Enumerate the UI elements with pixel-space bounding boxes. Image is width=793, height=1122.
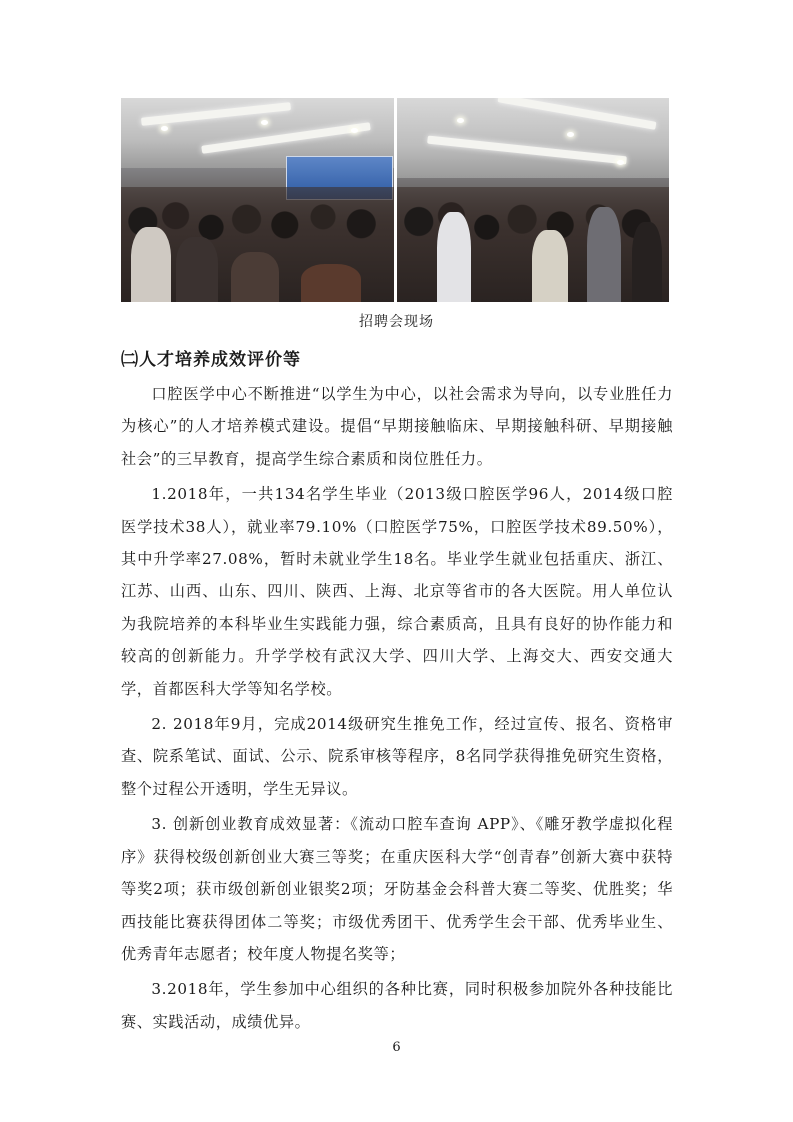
figure-caption: 招聘会现场 [359, 314, 434, 330]
section-body [121, 378, 673, 1041]
paragraph-competitions: 3.2018年，学生参加中心组织的各种比赛，同时积极参加院外各种技能比赛、实践活动，成绩优异。 [121, 980, 673, 1031]
page-number: 6 [392, 1040, 401, 1055]
recruitment-photo-right [397, 98, 670, 302]
paragraph-postgraduate: 2. 2018年9月，完成2014级研究生推免工作，经过宣传、报名、资格审查、院系笔试、面试、公示、院系审核等程序，8名同学获得推免研究生资格，整个过程公开透明，学生无异议。 [121, 715, 673, 798]
figure-photos [121, 98, 669, 302]
paragraph-intro: 口腔医学中心不断推进“以学生为中心，以社会需求为导向，以专业胜任力为核心”的人才培养模式建设。提倡“早期接触临床、早期接触科研、早期接触社会”的三早教育，提高学生综合素质和岗位胜任力。 [121, 385, 673, 468]
recruitment-photo-left [121, 98, 394, 302]
section-heading: ㈡人才培养成效评价等 [121, 350, 301, 370]
paragraph-graduates: 1.2018年，一共134名学生毕业（2013级口腔医学96人，2014级口腔医学技术38人），就业率79.10%（口腔医学75%，口腔医学技术89.50%），其中升学率27.08%，暂时未就业学生18名。毕业学生就业包括重庆、浙江、江苏、山西、山东、四川、陕西、上海、北京等省市的各大医院。用人单位认为我院培养的本科毕业生实践能力强，综合素质高，且具有良好的协作能力和较高的创新能力。升学学校有武汉大学、四川大学、上海交大、西安交通大学，首都医科大学等知名学校。 [121, 485, 673, 698]
paragraph-innovation: 3. 创新创业教育成效显著：《流动口腔车查询 APP》、《雕牙教学虚拟化程序》获得校级创新创业大赛三等奖；在重庆医科大学“创青春”创新大赛中获特等奖2项；获市级创新创业银奖2项；牙防基金会科普大赛二等奖、优胜奖；华西技能比赛获得团体二等奖；市级优秀团干、优秀学生会干部、优秀毕业生、优秀青年志愿者；校年度人物提名奖等； [121, 815, 673, 963]
